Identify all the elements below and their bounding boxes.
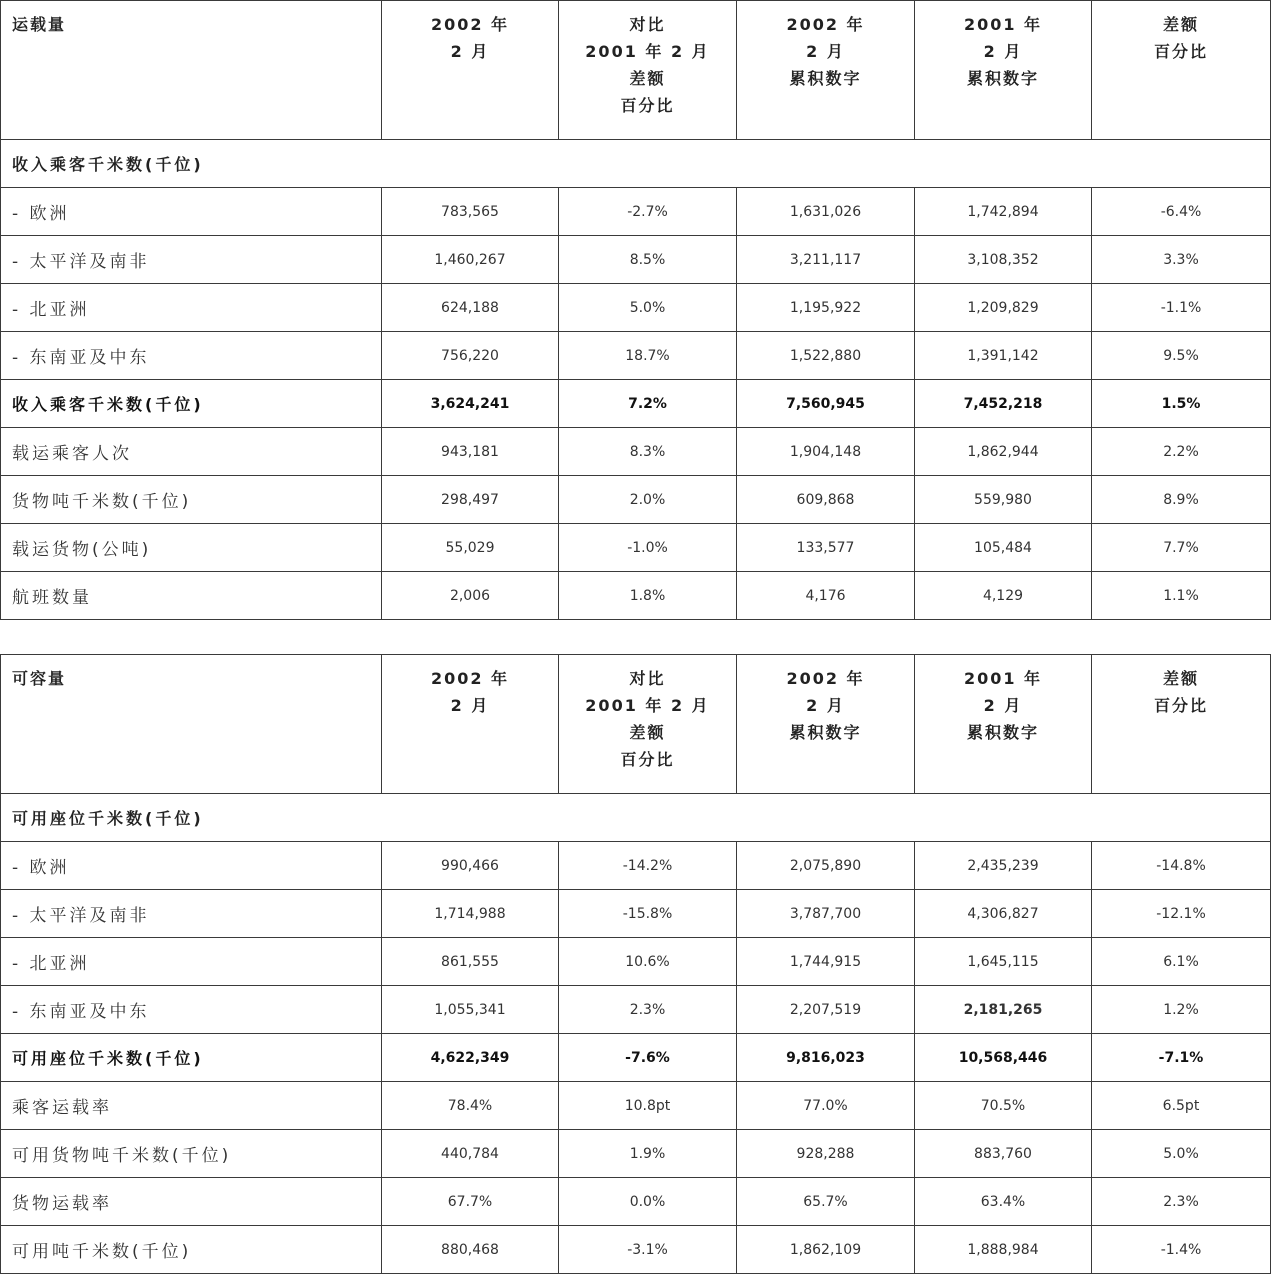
cell-value: 1,460,267 [382,236,559,284]
cell-value: 1,645,115 [915,938,1092,986]
cell-value: 783,565 [382,188,559,236]
cell-value: -1.4% [1092,1226,1271,1274]
cell-value: -14.8% [1092,842,1271,890]
row-label: - 北亚洲 [1,284,382,332]
cell-value: -3.1% [559,1226,737,1274]
cell-value: 1,055,341 [382,986,559,1034]
table-row [1,1082,1271,1130]
header-cell-diff-percent: 差额 百分比 [1092,655,1271,794]
table-header-row [1,655,1271,794]
cell-value: 883,760 [915,1130,1092,1178]
row-label: 可用座位千米数(千位) [1,1034,382,1082]
cell-value: 133,577 [737,524,915,572]
cell-value: -15.8% [559,890,737,938]
header-cell-yoy-change: 对比 2001 年 2 月 差额 百分比 [559,1,737,140]
cell-value: 2.3% [1092,1178,1271,1226]
cell-value: -12.1% [1092,890,1271,938]
cell-value: 609,868 [737,476,915,524]
cell-value: 1.2% [1092,986,1271,1034]
cell-value: 1,209,829 [915,284,1092,332]
cell-value: 2.3% [559,986,737,1034]
row-label: - 欧洲 [1,188,382,236]
table-row [1,842,1271,890]
cell-value: -6.4% [1092,188,1271,236]
cell-value: 559,980 [915,476,1092,524]
cell-value: -1.0% [559,524,737,572]
cell-value: 3,624,241 [382,380,559,428]
cell-value: 5.0% [559,284,737,332]
total-row [1,1034,1271,1082]
cell-value: 55,029 [382,524,559,572]
cell-value: 77.0% [737,1082,915,1130]
cell-value: 1,391,142 [915,332,1092,380]
cell-value: 880,468 [382,1226,559,1274]
cell-value: 1,862,109 [737,1226,915,1274]
cell-value: 10.8pt [559,1082,737,1130]
section-row [1,140,1271,188]
cell-value: 10.6% [559,938,737,986]
row-label: - 欧洲 [1,842,382,890]
cell-value: 861,555 [382,938,559,986]
table-row [1,524,1271,572]
cell-value: 3,787,700 [737,890,915,938]
cell-value: 1.9% [559,1130,737,1178]
cell-value: 4,176 [737,572,915,620]
row-label: - 太平洋及南非 [1,236,382,284]
table-row [1,428,1271,476]
table-row [1,1178,1271,1226]
row-label: - 北亚洲 [1,938,382,986]
cell-value: 8.5% [559,236,737,284]
cell-value: 7,452,218 [915,380,1092,428]
row-label: 航班数量 [1,572,382,620]
header-cell-2001-cumulative: 2001 年 2 月 累积数字 [915,1,1092,140]
row-label: - 东南亚及中东 [1,986,382,1034]
header-cell-2001-cumulative: 2001 年 2 月 累积数字 [915,655,1092,794]
row-label: - 太平洋及南非 [1,890,382,938]
cell-value: 990,466 [382,842,559,890]
capacity-table [0,654,1271,1274]
row-label: - 东南亚及中东 [1,332,382,380]
table-row [1,284,1271,332]
cell-value: -2.7% [559,188,737,236]
cell-value: 1,714,988 [382,890,559,938]
cell-value: 6.5pt [1092,1082,1271,1130]
cell-value: 1.5% [1092,380,1271,428]
cell-value: 1,904,148 [737,428,915,476]
cell-value: 2.2% [1092,428,1271,476]
cell-value: 1,742,894 [915,188,1092,236]
row-label: 货物运载率 [1,1178,382,1226]
cell-value: 3.3% [1092,236,1271,284]
section-title: 可用座位千米数(千位) [1,794,1271,842]
row-label: 载运乘客人次 [1,428,382,476]
header-cell-2002-feb: 2002 年 2 月 [382,655,559,794]
cell-value: 65.7% [737,1178,915,1226]
row-label: 载运货物(公吨) [1,524,382,572]
cell-value: 4,129 [915,572,1092,620]
cell-value: 8.9% [1092,476,1271,524]
cell-value: 70.5% [915,1082,1092,1130]
cell-value: 10,568,446 [915,1034,1092,1082]
cell-value: 2,075,890 [737,842,915,890]
header-cell-2002-feb: 2002 年 2 月 [382,1,559,140]
cell-value: 943,181 [382,428,559,476]
cell-value: 624,188 [382,284,559,332]
cell-value: 1.8% [559,572,737,620]
row-label: 货物吨千米数(千位) [1,476,382,524]
cell-value: 3,211,117 [737,236,915,284]
cell-value: 7,560,945 [737,380,915,428]
cell-value: -7.1% [1092,1034,1271,1082]
table-row [1,236,1271,284]
section-title: 收入乘客千米数(千位) [1,140,1271,188]
row-label: 收入乘客千米数(千位) [1,380,382,428]
cell-value: 1,744,915 [737,938,915,986]
cell-value: 298,497 [382,476,559,524]
row-label: 可用吨千米数(千位) [1,1226,382,1274]
cell-value: 3,108,352 [915,236,1092,284]
cell-value: 9.5% [1092,332,1271,380]
cell-value: 1,631,026 [737,188,915,236]
table-row [1,890,1271,938]
table-row [1,572,1271,620]
cell-value: 928,288 [737,1130,915,1178]
cell-value: 2,207,519 [737,986,915,1034]
cell-value: 756,220 [382,332,559,380]
table-row [1,476,1271,524]
cell-value: 1,195,922 [737,284,915,332]
header-cell-category: 可容量 [1,655,382,794]
header-cell-category: 运载量 [1,1,382,140]
cell-value: 2,006 [382,572,559,620]
table-header-row [1,1,1271,140]
cell-value: 2,435,239 [915,842,1092,890]
cell-value: 78.4% [382,1082,559,1130]
cell-value: 67.7% [382,1178,559,1226]
table-row [1,986,1271,1034]
row-label: 乘客运载率 [1,1082,382,1130]
cell-value: 2,181,265 [915,986,1092,1034]
cell-value: 63.4% [915,1178,1092,1226]
header-cell-yoy-change: 对比 2001 年 2 月 差额 百分比 [559,655,737,794]
cell-value: 4,622,349 [382,1034,559,1082]
section-row [1,794,1271,842]
cell-value: 0.0% [559,1178,737,1226]
table-row [1,332,1271,380]
cell-value: 5.0% [1092,1130,1271,1178]
cell-value: 4,306,827 [915,890,1092,938]
cell-value: 1,888,984 [915,1226,1092,1274]
table-row [1,1226,1271,1274]
table-row [1,938,1271,986]
cell-value: 8.3% [559,428,737,476]
cell-value: 7.2% [559,380,737,428]
cell-value: 105,484 [915,524,1092,572]
header-cell-diff-percent: 差额 百分比 [1092,1,1271,140]
table-row [1,1130,1271,1178]
table-row [1,188,1271,236]
cell-value: 18.7% [559,332,737,380]
header-cell-2002-cumulative: 2002 年 2 月 累积数字 [737,655,915,794]
cell-value: -14.2% [559,842,737,890]
cell-value: 1,522,880 [737,332,915,380]
cell-value: 7.7% [1092,524,1271,572]
cell-value: -1.1% [1092,284,1271,332]
cell-value: -7.6% [559,1034,737,1082]
row-label: 可用货物吨千米数(千位) [1,1130,382,1178]
cell-value: 2.0% [559,476,737,524]
cell-value: 1,862,944 [915,428,1092,476]
cell-value: 440,784 [382,1130,559,1178]
cell-value: 9,816,023 [737,1034,915,1082]
traffic-table [0,0,1271,620]
cell-value: 1.1% [1092,572,1271,620]
total-row [1,380,1271,428]
header-cell-2002-cumulative: 2002 年 2 月 累积数字 [737,1,915,140]
cell-value: 6.1% [1092,938,1271,986]
